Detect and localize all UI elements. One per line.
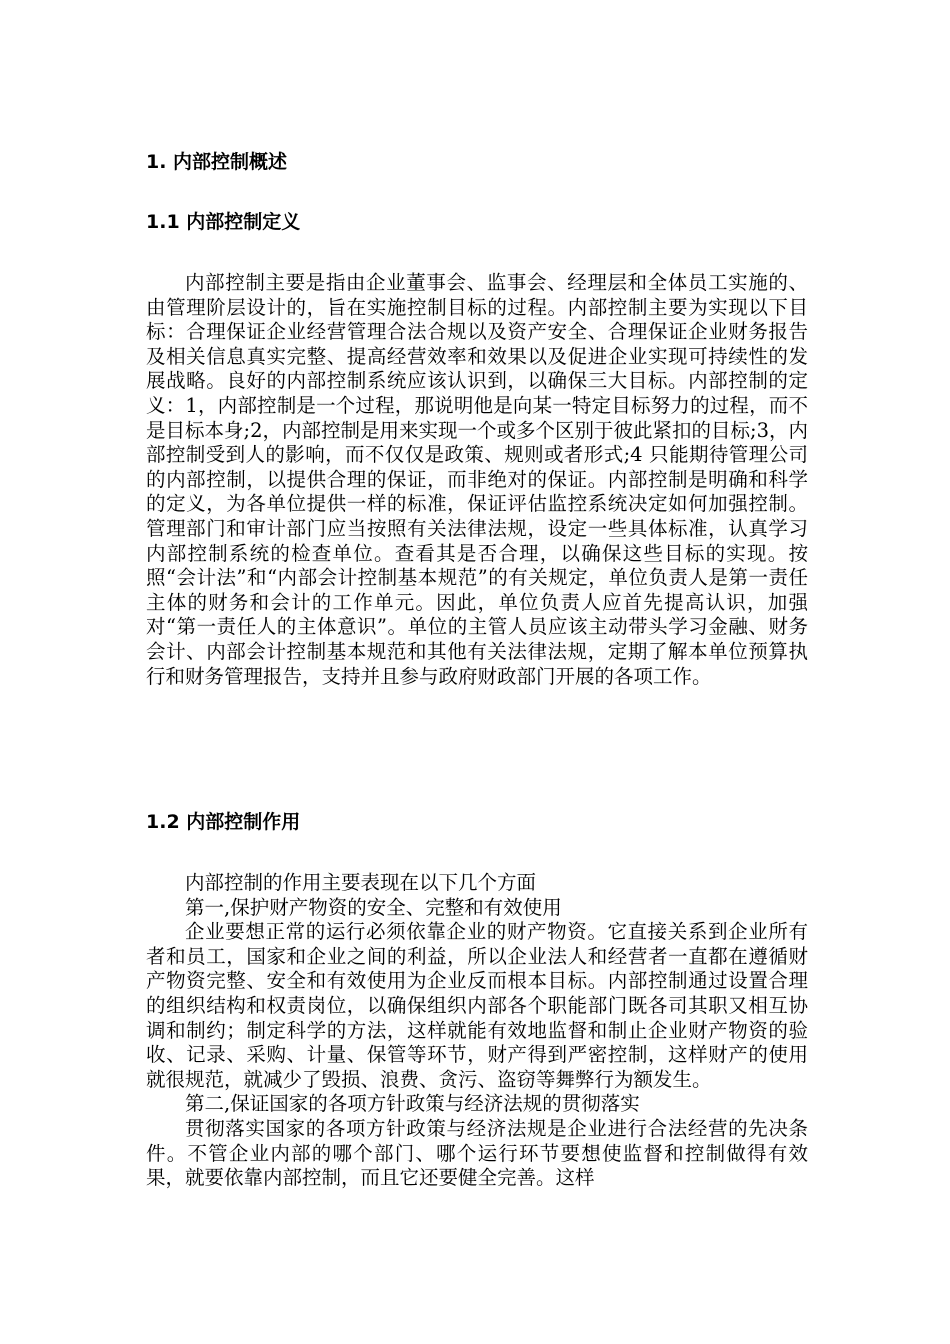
definition-paragraph: 内部控制主要是指由企业董事会、监事会、经理层和全体员工实施的、由管理阶层设计的，旨在实施控制目标的过程。内部控制主要为实现以下目标：合理保证企业经营管理合法合规以及资产安全、合理保证企业财务报告及相关信息真实完整、提高经营效率和效果以及促进企业实现可持续性的发展战略。良好的内部控制系统应该认识到，以确保三大目标。内部控制的定义：1，内部控制是一个过程，那说明他是向某一特定目标努力的过程，而不是目标本身;2，内部控制是用来实现一个或多个区别于彼此紧扣的目标;3，内部控制受到人的影响，而不仅仅是政策、规则或者形式;4 只能期待管理公司的内部控制，以提供合理的保证，而非绝对的保证。内部控制是明确和科学的定义，为各单位提供一样的标准，保证评估监控系统决定如何加强控制。管理部门和审计部门应当按照有关法律法规，设定一些具体标准，认真学习内部控制系统的检查单位。查看其是否合理，以确保这些目标的实现。按照“会计法”和“内部会计控制基本规范”的有关规定，单位负责人是第一责任主体的财务和会计的工作单元。因此，单位负责人应首先提高认识，加强对“第一责任人的主体意识”。单位的主管人员应该主动带头学习金融、财务会计、内部会计控制基本规范和其他有关法律法规，定期了解本单位预算执行和财务管理报告，支持并且参与政府财政部门开展的各项工作。: [146, 271, 808, 688]
function-intro: 内部控制的作用主要表现在以下几个方面: [185, 871, 537, 894]
section-heading-function: 1.2 内部控制作用: [146, 811, 301, 833]
section-body-definition: [146, 271, 808, 689]
section-heading-definition: 1.1 内部控制定义: [146, 211, 301, 233]
point-2-paragraph: 贯彻落实国家的各项方针政策与经济法规是企业进行合法经营的先决条件。不管企业内部的哪个部门、哪个运行环节要想使监督和控制做得有效果，就要依靠内部控制，而且它还要健全完善。这样: [146, 1116, 808, 1190]
point-1-paragraph: 企业要想正常的运行必须依靠企业的财产物资。它直接关系到企业所有者和员工，国家和企业之间的利益，所以企业法人和经营者一直都在遵循财产物资完整、安全和有效使用为企业反而根本目标。内部控制通过设置合理的组织结构和权责岗位，以确保组织内部各个职能部门既各司其职又相互协调和制约；制定科学的方法，这样就能有效地监督和制止企业财产物资的验收、记录、采购、计量、保管等环节，财产得到严密控制，这样财产的使用就很规范，就减少了毁损、浪费、贪污、盗窃等舞弊行为额发生。: [146, 920, 808, 1091]
section-body-function: [146, 871, 808, 1191]
main-heading: 1. 内部控制概述: [146, 151, 288, 173]
point-1-title: 第一,保护财产物资的安全、完整和有效使用: [185, 895, 562, 919]
point-2-title: 第二,保证国家的各项方针政策与经济法规的贯彻落实: [185, 1092, 640, 1116]
